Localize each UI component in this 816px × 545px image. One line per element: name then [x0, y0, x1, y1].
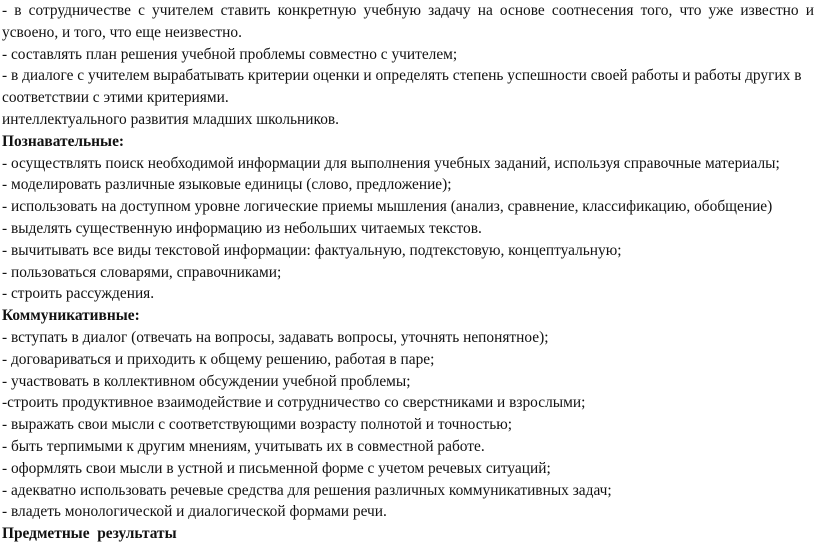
cognitive-item: - моделировать различные языковые единицы (слово, предложение); — [2, 176, 452, 194]
communicative-item: - адекватно использовать речевые средства для решения различных коммуникативных задач; — [2, 481, 612, 499]
communicative-item: -строить продуктивное взаимодействие и сотрудничество со сверстниками и взрослыми; — [2, 394, 586, 412]
paragraph-criteria-line-1: - в диалоге с учителем вырабатывать критерии оценки и определять степень успешности своей работы и работы других в — [2, 67, 802, 85]
item-plan: - составлять план решения учебной проблемы совместно с учителем; — [2, 45, 458, 63]
communicative-item: - владеть монологической и диалогической формами речи. — [2, 503, 387, 521]
communicative-item: - выражать свои мысли с соответствующими возрасту полнотой и точностью; — [2, 416, 513, 434]
paragraph-collaboration-line-1: - в сотрудничестве с учителем ставить конкретную учебную задачу на основе соотнесения того, что уже известно и — [2, 2, 814, 19]
communicative-item: - договариваться и приходить к общему решению, работая в паре; — [2, 350, 435, 368]
cognitive-item: - вычитывать все виды текстовой информации: фактуальную, подтекстовую, концептуальную; — [2, 241, 622, 259]
cognitive-item: - выделять существенную информацию из небольших читаемых текстов. — [2, 219, 482, 237]
cognitive-item: - осуществлять поиск необходимой информации для выполнения учебных заданий, используя справочные материалы; — [2, 154, 780, 172]
communicative-heading: Коммуникативные: — [2, 307, 140, 325]
intellectual-development-line: интеллектуального развития младших школьников. — [2, 110, 340, 128]
subject-results-heading: Предметные результаты — [2, 525, 177, 543]
paragraph-criteria-line-2: соответствии с этими критериями. — [2, 89, 229, 107]
paragraph-collaboration-line-2: усвоено, и того, что еще неизвестно. — [2, 23, 242, 41]
communicative-item: - участвовать в коллективном обсуждении учебной проблемы; — [2, 372, 411, 390]
cognitive-item: - использовать на доступном уровне логические приемы мышления (анализ, сравнение, классификацию, обобщение) — [2, 198, 773, 216]
communicative-item: - оформлять свои мысли в устной и письменной форме с учетом речевых ситуаций; — [2, 459, 551, 477]
cognitive-item: - строить рассуждения. — [2, 285, 155, 303]
cognitive-item: - пользоваться словарями, справочниками; — [2, 263, 282, 281]
communicative-item: - вступать в диалог (отвечать на вопросы, задавать вопросы, уточнять непонятное); — [2, 328, 549, 346]
document-page — [2, 0, 814, 545]
cognitive-heading: Познавательные: — [2, 132, 125, 150]
communicative-item: - быть терпимыми к другим мнениям, учитывать их в совместной работе. — [2, 437, 485, 455]
